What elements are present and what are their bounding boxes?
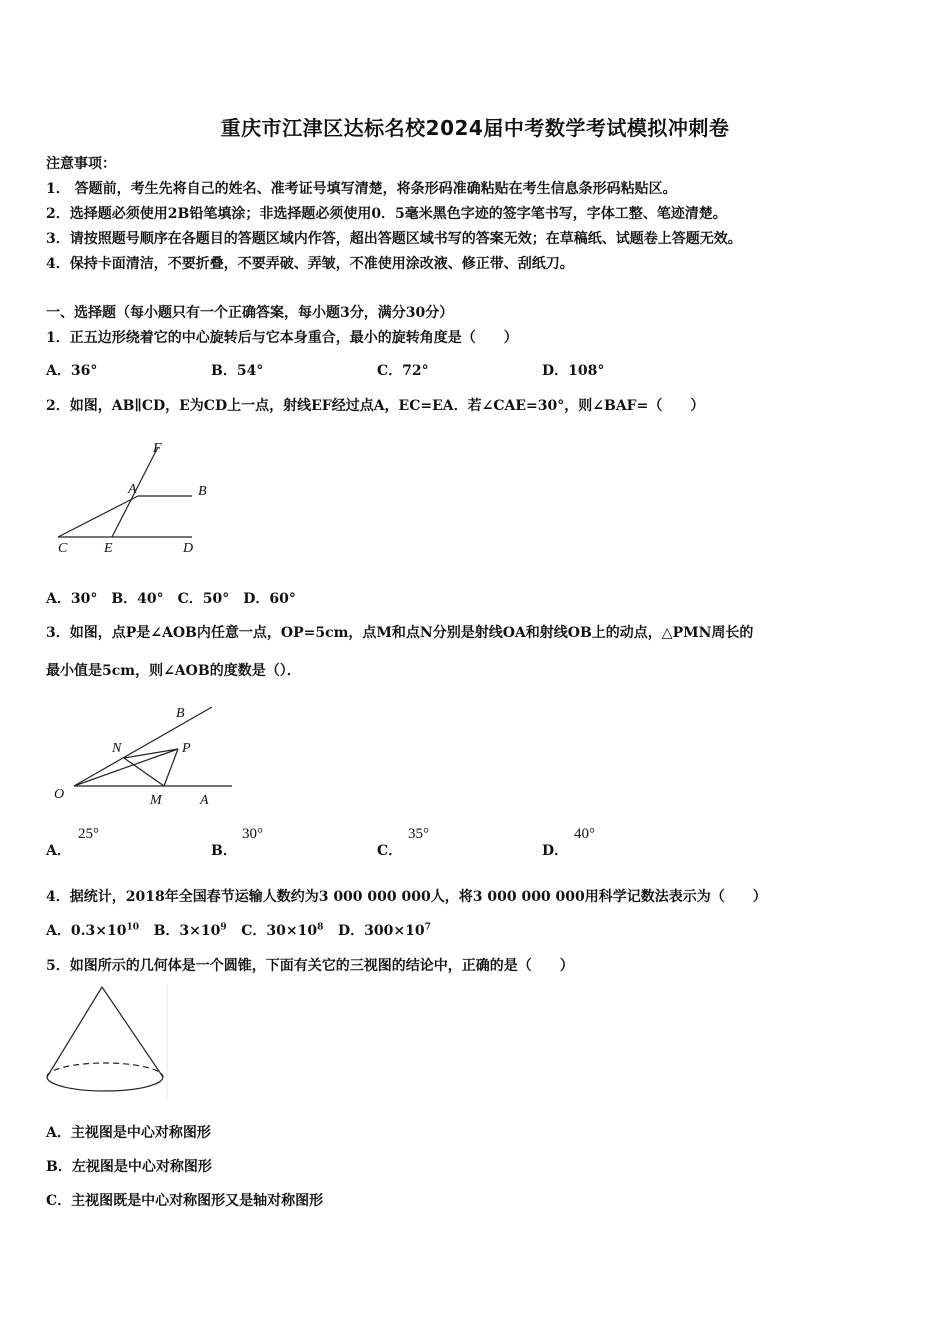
label-a: A	[200, 793, 209, 808]
segment-nm	[124, 758, 164, 786]
segment-np	[124, 749, 178, 758]
label-m: M	[150, 793, 162, 808]
question-3-stem-line2: 最小值是5cm，则∠AOB的度数是（）．	[46, 663, 301, 679]
q4-option-d: D．300×10	[338, 923, 425, 939]
ray-ob	[74, 707, 212, 786]
label-b: B	[198, 484, 207, 499]
cone-right-edge	[102, 987, 163, 1077]
segment-ca	[58, 496, 138, 537]
q3-figure	[46, 700, 246, 815]
label-d: D	[183, 541, 194, 556]
label-f: F	[153, 441, 162, 456]
q3-option-d-value: 40°	[574, 826, 595, 842]
q4-option-a: A．0.3×10	[46, 923, 127, 939]
question-5-stem: 5．如图所示的几何体是一个圆锥，下面有关它的三视图的结论中，正确的是（ ）	[46, 958, 574, 974]
q1-option-d: D．108°	[542, 363, 605, 379]
notice-item: 4．保持卡面清洁，不要折叠，不要弄破、弄皱，不准使用涂改液、修正带、刮纸刀。	[46, 256, 574, 272]
section-heading: 一、选择题（每小题只有一个正确答案，每小题3分，满分30分）	[46, 305, 454, 321]
q3-option-c-letter: C．	[377, 843, 403, 859]
question-3-stem-line1: 3．如图，点P是∠AOB内任意一点，OP=5cm，点M和点N分别是射线OA和射线OB上的动点，△PMN周长的	[46, 625, 754, 641]
q2-options: A．30° B．40° C．50° D．60°	[46, 591, 296, 607]
q3-option-a-letter: A．	[46, 843, 71, 859]
q5-option-b: B．左视图是中心对称图形	[46, 1159, 212, 1175]
q5-option-a: A．主视图是中心对称图形	[46, 1125, 211, 1141]
q4-options: A．$0.3\times 10^{10}$ B．$3\times 10^9$ C．$30\times 10^8$ D．$300\times 10^7$	[46, 922, 431, 939]
q5-option-c: C．主视图既是中心对称图形又是轴对称图形	[46, 1193, 324, 1209]
cone-base-back	[47, 1063, 163, 1077]
label-c: C	[58, 541, 68, 556]
label-p: P	[182, 741, 191, 756]
notice-item: 1． 答题前，考生先将自己的姓名、准考证号填写清楚，将条形码准确粘贴在考生信息条形码粘贴区。	[46, 181, 677, 197]
q1-option-a: A．36°	[46, 363, 98, 379]
q4-option-c: C．30×10	[241, 923, 318, 939]
notice-heading: 注意事项：	[46, 156, 116, 172]
segment-pm	[164, 749, 178, 786]
notice-item: 2．选择题必须使用2B铅笔填涂；非选择题必须使用0．5毫米黑色字迹的签字笔书写，字体工整、笔迹清楚。	[46, 206, 727, 222]
page-title: 重庆市江津区达标名校2024届中考数学考试模拟冲刺卷	[220, 116, 730, 140]
segment-op	[74, 749, 178, 786]
q1-option-b: B．54°	[211, 363, 264, 379]
q4-option-b: B．3×10	[153, 923, 221, 939]
question-4-stem: 4．据统计，2018年全国春节运输人数约为3 000 000 000人，将3 000 000 000用科学记数法表示为（ ）	[46, 889, 767, 905]
label-n: N	[112, 741, 122, 756]
question-1-stem: 1．正五边形绕着它的中心旋转后与它本身重合，最小的旋转角度是（ ）	[46, 330, 518, 346]
q5-cone-figure	[42, 982, 172, 1107]
q1-option-c: C．72°	[377, 363, 429, 379]
q3-option-b-letter: B．	[211, 843, 237, 859]
q3-option-a-value: 25°	[78, 826, 99, 842]
label-b: B	[176, 706, 185, 721]
label-a: A	[128, 482, 137, 497]
cone-base-front	[47, 1077, 163, 1091]
q3-option-b-value: 30°	[242, 826, 263, 842]
label-o: O	[54, 787, 65, 802]
notice-item: 3．请按照题号顺序在各题目的答题区域内作答，超出答题区域书写的答案无效；在草稿纸、试题卷上答题无效。	[46, 231, 742, 247]
question-2-stem: 2．如图，AB∥CD，E为CD上一点，射线EF经过点A，EC=EA．若∠CAE=30°，则∠BAF=（ ）	[46, 398, 705, 414]
q2-figure	[46, 435, 236, 560]
q3-option-d-letter: D．	[542, 843, 569, 859]
label-e: E	[104, 541, 113, 556]
q3-option-c-value: 35°	[408, 826, 429, 842]
